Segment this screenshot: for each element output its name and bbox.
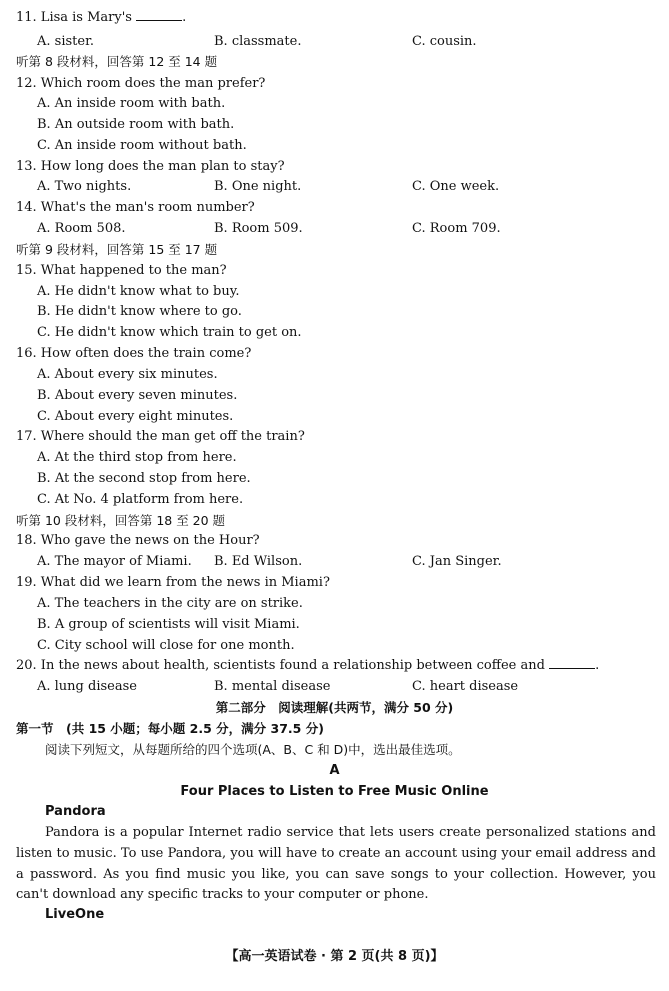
q19-option-a: A. The teachers in the city are on strike. (37, 596, 303, 611)
q16-option-c: C. About every eight minutes. (37, 409, 234, 424)
question-11-stem (16, 8, 186, 28)
q15-option-a: A. He didn't know what to buy. (37, 284, 240, 299)
q12-option-a: A. An inside room with bath. (37, 96, 226, 111)
q11-end-text: . (182, 10, 187, 25)
pandora-heading: Pandora (45, 804, 106, 819)
q12-option-c: C. An inside room without bath. (37, 138, 247, 153)
passage-title: Four Places to Listen to Free Music Online (180, 784, 489, 799)
question-14-stem: 14. What's the man's room number? (16, 200, 255, 215)
answer-blank (136, 8, 182, 21)
q11-option-b: B. classmate. (214, 34, 302, 49)
question-20-stem (16, 656, 599, 676)
q11-stem-text: 11. Lisa is Mary's (16, 10, 132, 25)
q17-option-b: B. At the second stop from here. (37, 471, 251, 486)
q13-option-c: C. One week. (412, 179, 500, 194)
question-12-stem: 12. Which room does the man prefer? (16, 76, 266, 91)
q20-option-a: A. lung disease (37, 679, 137, 694)
q11-option-a: A. sister. (37, 34, 94, 49)
answer-blank (549, 656, 595, 669)
question-18-stem: 18. Who gave the news on the Hour? (16, 533, 260, 548)
question-15-stem: 15. What happened to the man? (16, 263, 227, 278)
q20-end-text: . (595, 658, 600, 673)
q17-option-c: C. At No. 4 platform from here. (37, 492, 244, 507)
liveone-heading: LiveOne (45, 907, 105, 922)
q13-option-a: A. Two nights. (37, 179, 132, 194)
q14-option-b: B. Room 509. (214, 221, 303, 236)
q11-option-c: C. cousin. (412, 34, 477, 49)
q18-option-b: B. Ed Wilson. (214, 554, 303, 569)
part-2-title: 第二部分 阅读理解(共两节，满分 50 分) (215, 700, 454, 715)
q17-option-a: A. At the third stop from here. (37, 450, 237, 465)
pandora-paragraph: Pandora is a popular Internet radio service that lets users create personalized stations and listen to music. To use Pandora, you will have to create an account using your email address and a password. As you find music you like, you can save songs to your collection. However, you can't download any specific tracks to your computer or phone. (16, 825, 656, 903)
question-13-stem: 13. How long does the man plan to stay? (16, 159, 285, 174)
q12-option-b: B. An outside room with bath. (37, 117, 235, 132)
q20-option-c: C. heart disease (412, 679, 519, 694)
section-10-heading: 听第 10 段材料，回答第 18 至 20 题 (16, 513, 226, 528)
q13-option-b: B. One night. (214, 179, 302, 194)
reading-instructions: 阅读下列短文，从每题所给的四个选项(A、B、C 和 D)中，选出最佳选项。 (45, 742, 461, 757)
q18-option-c: C. Jan Singer. (412, 554, 502, 569)
section-8-heading: 听第 8 段材料，回答第 12 至 14 题 (16, 54, 218, 69)
q20-option-b: B. mental disease (214, 679, 331, 694)
q20-stem-text: 20. In the news about health, scientists found a relationship between coffee and (16, 658, 545, 673)
question-17-stem: 17. Where should the man get off the train? (16, 429, 305, 444)
question-19-stem: 19. What did we learn from the news in Miami? (16, 575, 330, 590)
passage-letter: A (329, 763, 340, 778)
q14-option-c: C. Room 709. (412, 221, 501, 236)
q19-option-b: B. A group of scientists will visit Miami. (37, 617, 300, 632)
question-16-stem: 16. How often does the train come? (16, 346, 252, 361)
q16-option-b: B. About every seven minutes. (37, 388, 238, 403)
section-1-title: 第一节 (共 15 小题；每小题 2.5 分，满分 37.5 分) (16, 721, 324, 736)
q16-option-a: A. About every six minutes. (37, 367, 218, 382)
page-footer: 【高一英语试卷 · 第 2 页(共 8 页)】 (225, 949, 444, 964)
q15-option-b: B. He didn't know where to go. (37, 304, 242, 319)
q19-option-c: C. City school will close for one month. (37, 638, 295, 653)
q15-option-c: C. He didn't know which train to get on. (37, 325, 302, 340)
q18-option-a: A. The mayor of Miami. (37, 554, 192, 569)
section-9-heading: 听第 9 段材料，回答第 15 至 17 题 (16, 242, 218, 257)
q14-option-a: A. Room 508. (37, 221, 126, 236)
